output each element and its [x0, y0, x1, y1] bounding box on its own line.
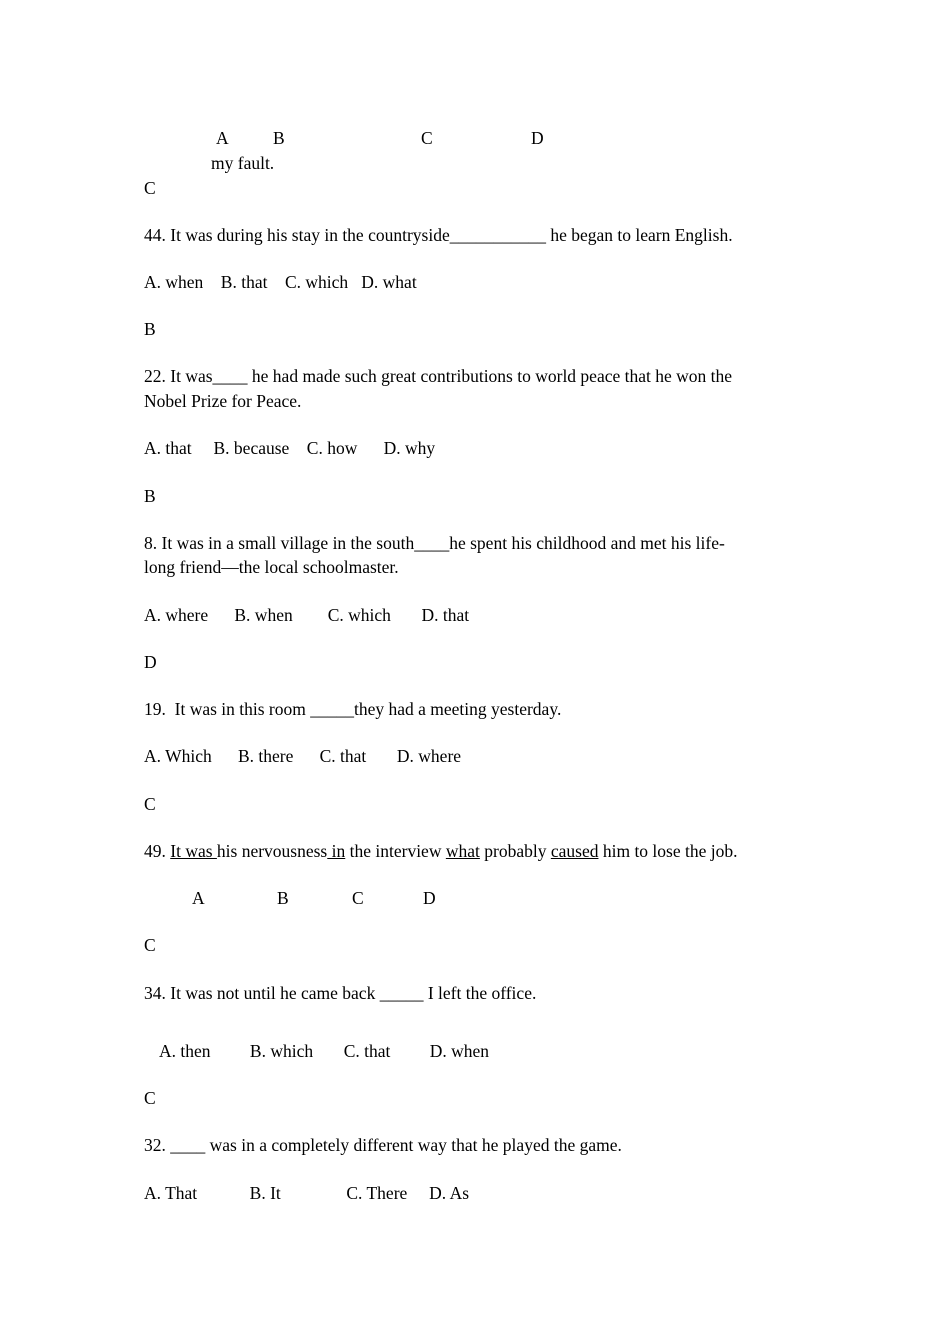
q49-answer: C [144, 935, 156, 955]
prev-tail: my fault. [211, 153, 275, 173]
q34-stem: 34. It was not until he came back _____ I left the office. [144, 983, 537, 1003]
q8-answer: D [144, 652, 157, 672]
q32-options: A. That B. It C. There D. As [144, 1183, 470, 1203]
q34-answer: C [144, 1088, 156, 1108]
q22-answer: B [144, 486, 156, 506]
q19-stem: 19. It was in this room _____they had a meeting yesterday. [144, 699, 562, 719]
prev-letter-c: C [421, 128, 433, 148]
q49-underline-a: It was [170, 841, 217, 861]
q49-text: probably [479, 841, 551, 861]
q8-options: A. where B. when C. which D. that [144, 605, 470, 625]
q49-underline-c: what [445, 841, 480, 861]
q49-number: 49. [144, 841, 171, 861]
q34-options: A. then B. which C. that D. when [159, 1041, 490, 1061]
q8-stem-line1: 8. It was in a small village in the south____he spent his childhood and met his life- [144, 533, 725, 553]
q19-options: A. Which B. there C. that D. where [144, 746, 462, 766]
prev-answer: C [144, 178, 156, 198]
prev-letter-b: B [273, 128, 285, 148]
prev-letter-d: D [531, 128, 544, 148]
q49-letter-d: D [423, 888, 436, 908]
q19-answer: C [144, 794, 156, 814]
q49-text: him to lose the job. [598, 841, 738, 861]
q32-stem: 32. ____ was in a completely different way that he played the game. [144, 1135, 622, 1155]
q49-underline-b: in [327, 841, 346, 861]
q49-text: the interview [345, 841, 446, 861]
q22-stem-line1: 22. It was____ he had made such great contributions to world peace that he won the [144, 366, 733, 386]
q44-answer: B [144, 319, 156, 339]
q49-letter-c: C [352, 888, 364, 908]
q49-stem [144, 840, 738, 862]
q44-options: A. when B. that C. which D. what [144, 272, 417, 292]
q49-letter-b: B [277, 888, 289, 908]
q49-letter-a: A [192, 888, 205, 908]
q49-underline-d: caused [550, 841, 599, 861]
q22-options: A. that B. because C. how D. why [144, 438, 436, 458]
q49-text: his nervousness [216, 841, 328, 861]
q44-stem: 44. It was during his stay in the countryside___________ he began to learn English. [144, 225, 733, 245]
prev-letter-a: A [216, 128, 229, 148]
q8-stem-line2: long friend—the local schoolmaster. [144, 557, 399, 577]
q22-stem-line2: Nobel Prize for Peace. [144, 391, 302, 411]
